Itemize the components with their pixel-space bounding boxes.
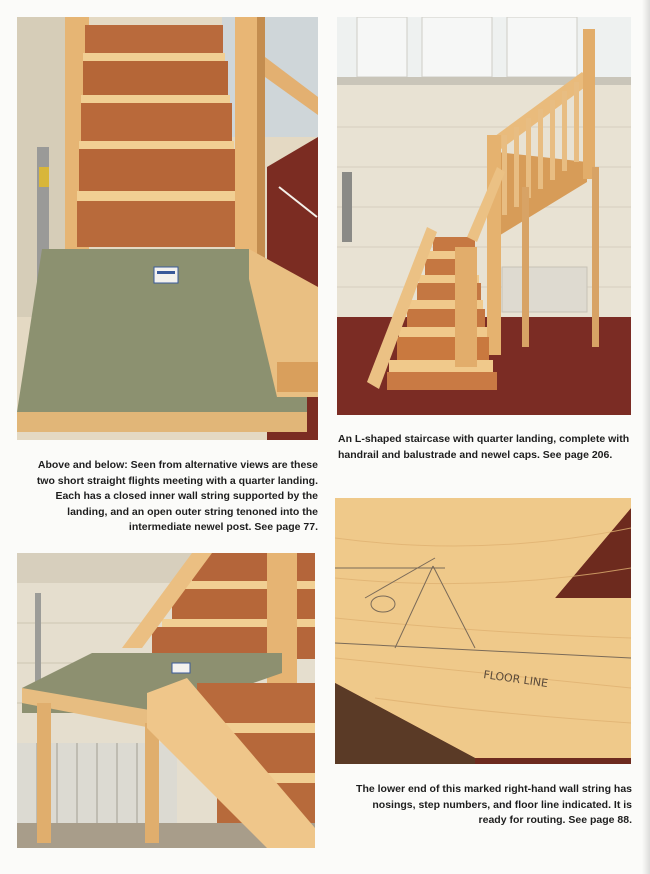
alternative-view-illustration [17,553,315,848]
staircase-alternative-view-photo [17,553,315,848]
staircase-quarter-landing-photo [17,17,318,440]
l-shaped-staircase-illustration [337,17,631,415]
caption-alternative-views: Above and below: Seen from alternative views are these two short straight flights meeting with a quarter landing. Each has a closed inner wall string supported by the landing, and an open outer string tenoned into the intermediate newel post. See page 77. [36,459,318,534]
floor-line-pencil-text: FLOOR LINE [482,668,549,691]
marked-wall-string-photo [335,498,631,764]
staircase-illustration [17,17,318,440]
l-shaped-staircase-photo [337,17,631,415]
caption-marked-wall-string: The lower end of this marked right-hand wall string has nosings, step numbers, and floor line indicated. It is ready for routing. See page 88. [356,783,632,827]
page-edge-shadow [642,0,650,874]
wall-string-illustration [335,498,631,764]
caption-l-shaped-staircase: An L-shaped staircase with quarter landing, complete with handrail and balustrade and newel caps. See page 206. [338,433,630,461]
